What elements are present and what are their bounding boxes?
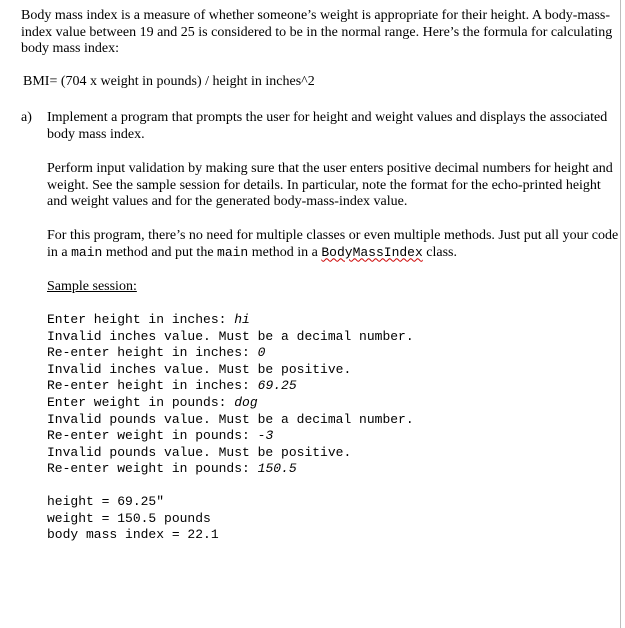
validation-paragraph: Perform input validation by making sure that the user enters positive decimal numbers for height and weight. See the sample session for details. In particular, note the format for the echo-printed height and weight values and for the generated body-mass-index value. bbox=[47, 161, 613, 209]
part-a-marker: a) bbox=[21, 110, 32, 125]
session-prompt: Invalid inches value. Must be a decimal number. bbox=[47, 328, 414, 344]
session-line bbox=[47, 395, 414, 412]
session-line bbox=[47, 412, 414, 429]
session-prompt: Re-enter weight in pounds: bbox=[47, 428, 258, 444]
session-line bbox=[47, 312, 414, 329]
session-input: hi bbox=[234, 312, 250, 327]
main-code-1: main bbox=[71, 244, 103, 260]
session-prompt: Enter weight in pounds: bbox=[47, 394, 235, 410]
part-a-text: Implement a program that prompts the user for height and weight values and displays the associated body mass index. bbox=[47, 110, 608, 142]
result-block bbox=[47, 494, 219, 544]
session-input: -3 bbox=[257, 428, 274, 444]
session-line bbox=[47, 428, 414, 445]
session-prompt: Invalid pounds value. Must be positive. bbox=[47, 444, 352, 460]
session-prompt: Re-enter weight in pounds: bbox=[47, 461, 258, 477]
session-prompt: Invalid inches value. Must be positive. bbox=[47, 361, 352, 377]
intro-paragraph: Body mass index is a measure of whether someone’s weight is appropriate for their height. A body-mass-index value between 19 and 25 is considered to be in the normal range. Here’s the formula for calculating body mass index: bbox=[21, 8, 613, 56]
session-line bbox=[47, 461, 414, 478]
main-code-2: main bbox=[217, 244, 249, 260]
session-prompt: Re-enter height in inches: bbox=[47, 345, 258, 361]
session-line bbox=[47, 345, 414, 362]
session-input: dog bbox=[234, 394, 258, 410]
session-line bbox=[47, 329, 414, 346]
result-bmi: body mass index = 22.1 bbox=[47, 527, 219, 543]
sample-session-block bbox=[47, 312, 414, 478]
result-weight: weight = 150.5 pounds bbox=[47, 510, 211, 526]
note-text-2: method and put the bbox=[102, 244, 218, 260]
note-text-3: method in a bbox=[248, 244, 322, 260]
session-prompt: Invalid pounds value. Must be a decimal number. bbox=[47, 411, 414, 427]
session-input: 150.5 bbox=[257, 461, 297, 477]
session-line bbox=[47, 362, 414, 379]
note-text-1: For this program, there’s no need for multiple classes or even multiple methods. Just put all your code in a bbox=[47, 228, 619, 260]
session-line bbox=[47, 378, 414, 395]
session-input: 0 bbox=[257, 345, 266, 361]
note-text-4: class. bbox=[422, 244, 457, 260]
class-name-code: BodyMassIndex bbox=[321, 244, 423, 260]
session-input: 69.25 bbox=[257, 378, 297, 394]
session-prompt: Enter height in inches: bbox=[47, 312, 235, 327]
sample-session-heading: Sample session: bbox=[47, 279, 137, 294]
page-edge-rule bbox=[620, 0, 621, 628]
bmi-formula: BMI= (704 x weight in pounds) / height in inches^2 bbox=[23, 74, 315, 89]
session-line bbox=[47, 445, 414, 462]
session-prompt: Re-enter height in inches: bbox=[47, 378, 258, 394]
note-paragraph bbox=[47, 228, 619, 261]
result-height: height = 69.25" bbox=[47, 494, 165, 509]
